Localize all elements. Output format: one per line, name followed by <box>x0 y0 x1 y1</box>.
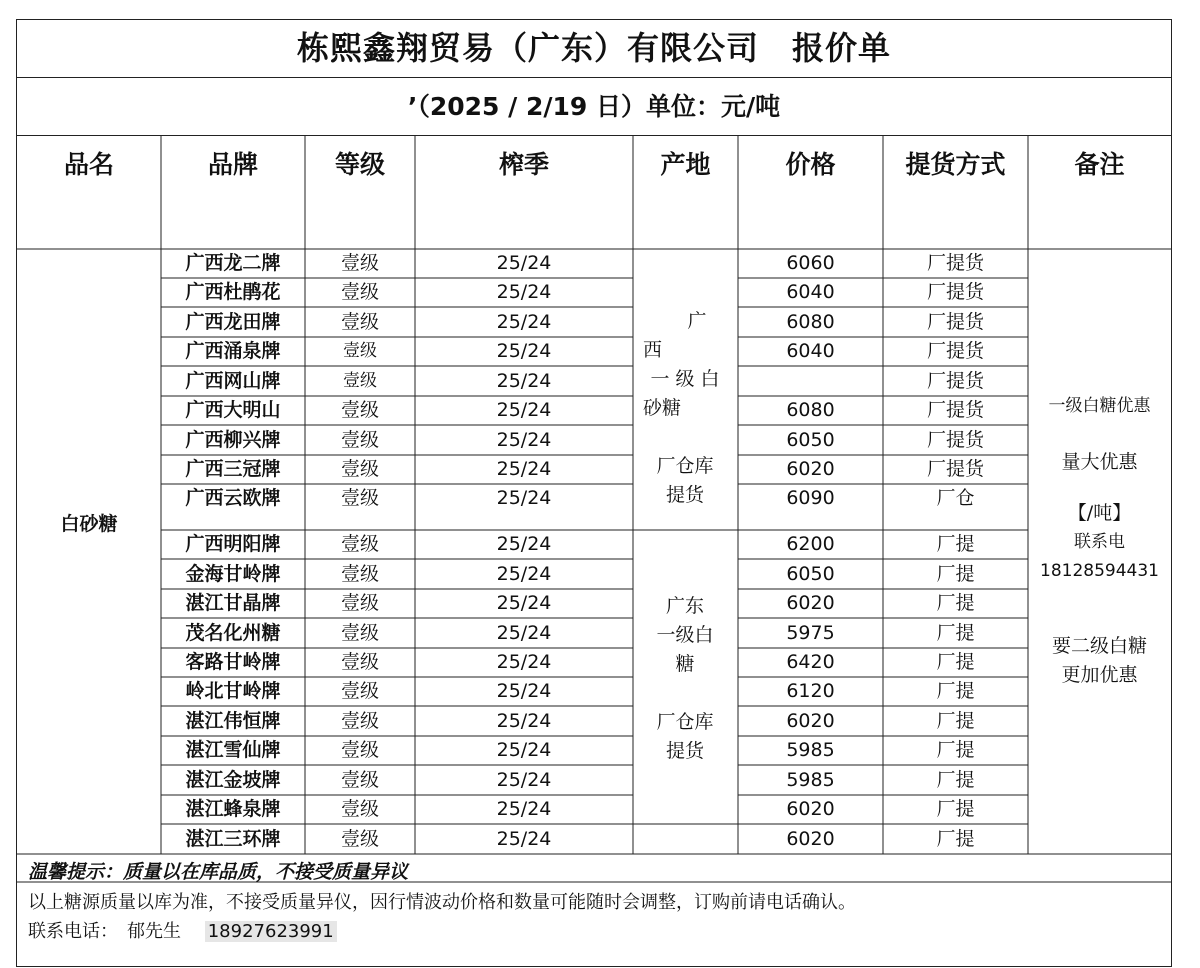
date-unit-line: ’（2025 / 2/19 日）单位：元/吨 <box>17 78 1171 136</box>
pickup-cell: 厂提货 <box>926 281 984 303</box>
remark-line: 一级白糖优惠 <box>1048 396 1151 416</box>
remarks <box>1028 392 1171 690</box>
page-title: 栋熙鑫翔贸易（广东）有限公司 报价单 <box>17 20 1171 78</box>
price-cell: 6080 <box>786 311 835 333</box>
price-cell: 6200 <box>786 533 835 555</box>
grade-cell: 壹级 <box>340 487 379 509</box>
season-cell: 25/24 <box>496 622 552 644</box>
header-origin: 产地 <box>660 150 711 179</box>
origin-guangdong-line: 广东 <box>665 595 704 617</box>
contact-line <box>28 917 337 943</box>
remark-line: 量大优惠 <box>1061 451 1138 473</box>
pickup-cell: 厂提货 <box>926 399 984 421</box>
brand-cell: 茂名化州糖 <box>185 622 281 644</box>
pickup-cell: 厂提 <box>936 533 975 555</box>
price-cell: 5985 <box>786 769 835 791</box>
pickup-cell: 厂提 <box>936 651 975 673</box>
grade-cell: 壹级 <box>340 622 379 644</box>
grade-cell: 壹级 <box>340 739 379 761</box>
origin-guangdong-line: 厂仓库 <box>656 711 714 733</box>
header-pickup: 提货方式 <box>905 150 1006 179</box>
grade-cell: 壹级 <box>343 341 377 361</box>
brand-cell: 岭北甘岭牌 <box>185 680 281 702</box>
grade-cell: 壹级 <box>340 769 379 791</box>
header-grade: 等级 <box>334 150 385 179</box>
grade-cell: 壹级 <box>340 651 379 673</box>
origin-guangxi-line: 砂糖 <box>643 397 682 419</box>
price-cell: 6020 <box>786 710 835 732</box>
grade-cell: 壹级 <box>340 429 379 451</box>
remark-line: 要二级白糖 <box>1051 635 1147 657</box>
grade-cell: 壹级 <box>340 563 379 585</box>
brand-cell: 广西龙二牌 <box>185 252 281 274</box>
pickup-cell: 厂提货 <box>926 311 984 333</box>
brand-cell: 广西云欧牌 <box>185 487 281 509</box>
price-cell: 6040 <box>786 281 835 303</box>
pickup-cell: 厂提 <box>936 769 975 791</box>
price-cell: 6120 <box>786 680 835 702</box>
pickup-cell: 厂提 <box>936 622 975 644</box>
brand-cell: 广西大明山 <box>185 399 281 421</box>
brand-cell: 广西涌泉牌 <box>185 340 281 362</box>
brand-cell: 湛江三环牌 <box>185 828 281 850</box>
contact-phone[interactable]: 18927623991 <box>205 921 337 942</box>
price-cell: 6020 <box>786 458 835 480</box>
price-cell: 6060 <box>786 252 835 274</box>
season-cell: 25/24 <box>496 798 552 820</box>
quality-note: 以上糖源质量以库为准，不接受质量异仪，因行情波动价格和数量可能随时会调整，订购前请电话确认。 <box>28 892 856 913</box>
pickup-cell: 厂提货 <box>926 370 984 392</box>
price-cell: 6020 <box>786 592 835 614</box>
season-cell: 25/24 <box>496 429 552 451</box>
pickup-cell: 厂提货 <box>926 252 984 274</box>
pickup-cell: 厂提货 <box>926 340 984 362</box>
season-cell: 25/24 <box>496 399 552 421</box>
pickup-cell: 厂提 <box>936 739 975 761</box>
remark-line: 联系电 <box>1074 532 1125 552</box>
header-price: 价格 <box>785 150 836 179</box>
season-cell: 25/24 <box>496 487 552 509</box>
season-cell: 25/24 <box>496 563 552 585</box>
season-cell: 25/24 <box>496 252 552 274</box>
origin-guangxi-line: 一 级 白 <box>650 368 720 390</box>
origin-guangdong-line: 糖 <box>675 653 695 675</box>
price-cell: 5975 <box>786 622 835 644</box>
pickup-cell: 厂提 <box>936 798 975 820</box>
grade-cell: 壹级 <box>340 399 379 421</box>
grade-cell: 壹级 <box>340 798 379 820</box>
grade-cell: 壹级 <box>340 680 379 702</box>
product-name: 白砂糖 <box>60 513 118 535</box>
pickup-cell: 厂提 <box>936 592 975 614</box>
brand-cell: 湛江甘晶牌 <box>185 592 281 614</box>
pickup-cell: 厂提 <box>936 680 975 702</box>
brand-cell: 广西杜鹃花 <box>185 281 281 303</box>
price-cell: 6090 <box>786 487 835 509</box>
price-cell: 5985 <box>786 739 835 761</box>
brand-cell: 湛江金坡牌 <box>185 769 281 791</box>
brand-cell: 广西柳兴牌 <box>185 429 281 451</box>
grade-cell: 壹级 <box>343 371 377 391</box>
grade-cell: 壹级 <box>340 828 379 850</box>
season-cell: 25/24 <box>496 340 552 362</box>
origin-guangdong-line: 提货 <box>665 740 704 762</box>
season-cell: 25/24 <box>496 592 552 614</box>
season-cell: 25/24 <box>496 680 552 702</box>
season-cell: 25/24 <box>496 739 552 761</box>
grade-cell: 壹级 <box>340 710 379 732</box>
pickup-cell: 厂仓 <box>936 487 975 509</box>
price-cell: 6020 <box>786 798 835 820</box>
pickup-cell: 厂提货 <box>926 429 984 451</box>
grade-cell: 壹级 <box>340 458 379 480</box>
brand-cell: 广西龙田牌 <box>185 311 281 333</box>
header-season: 榨季 <box>498 150 549 179</box>
price-cell: 6420 <box>786 651 835 673</box>
season-cell: 25/24 <box>496 458 552 480</box>
price-cell: 6040 <box>786 340 835 362</box>
origin-guangdong-line: 一级白 <box>656 624 714 646</box>
grade-cell: 壹级 <box>340 533 379 555</box>
header-brand: 品牌 <box>207 150 258 179</box>
header-remarks: 备注 <box>1074 150 1125 179</box>
origin-guangxi-line: 提货 <box>665 484 704 506</box>
grade-cell: 壹级 <box>340 311 379 333</box>
brand-cell: 广西三冠牌 <box>185 458 281 480</box>
season-cell: 25/24 <box>496 828 552 850</box>
season-cell: 25/24 <box>496 769 552 791</box>
remark-line: 更加优惠 <box>1061 664 1138 686</box>
brand-cell: 湛江伟恒牌 <box>185 710 281 732</box>
brand-cell: 客路甘岭牌 <box>185 651 281 673</box>
header-product-name: 品名 <box>63 150 114 179</box>
origin-guangxi <box>633 307 737 510</box>
season-cell: 25/24 <box>496 311 552 333</box>
season-cell: 25/24 <box>496 533 552 555</box>
origin-guangxi-line: 西 <box>643 339 663 361</box>
remark-line: 【/吨】 <box>1067 502 1132 524</box>
origin-guangxi-line: 广 <box>687 310 707 332</box>
remark-line: 18128594431 <box>1040 561 1159 581</box>
season-cell: 25/24 <box>496 710 552 732</box>
origin-guangxi-line: 厂仓库 <box>656 455 714 477</box>
season-cell: 25/24 <box>496 370 552 392</box>
grade-cell: 壹级 <box>340 592 379 614</box>
contact-label: 联系电话： 郁先生 <box>28 921 181 942</box>
origin-guangdong <box>633 592 737 766</box>
price-cell: 6020 <box>786 828 835 850</box>
pickup-cell: 厂提 <box>936 828 975 850</box>
price-cell: 6050 <box>786 429 835 451</box>
pickup-cell: 厂提 <box>936 710 975 732</box>
price-cell: 6080 <box>786 399 835 421</box>
pickup-cell: 厂提 <box>936 563 975 585</box>
brand-cell: 湛江雪仙牌 <box>185 739 281 761</box>
season-cell: 25/24 <box>496 281 552 303</box>
brand-cell: 广西网山牌 <box>185 370 281 392</box>
brand-cell: 广西明阳牌 <box>185 533 281 555</box>
price-cell <box>738 366 883 396</box>
brand-cell: 金海甘岭牌 <box>185 563 281 585</box>
pickup-cell: 厂提货 <box>926 458 984 480</box>
grade-cell: 壹级 <box>340 281 379 303</box>
warm-tip: 温馨提示：质量以在库品质，不接受质量异议 <box>28 861 409 883</box>
grade-cell: 壹级 <box>340 252 379 274</box>
brand-cell: 湛江蜂泉牌 <box>185 798 281 820</box>
season-cell: 25/24 <box>496 651 552 673</box>
price-cell: 6050 <box>786 563 835 585</box>
